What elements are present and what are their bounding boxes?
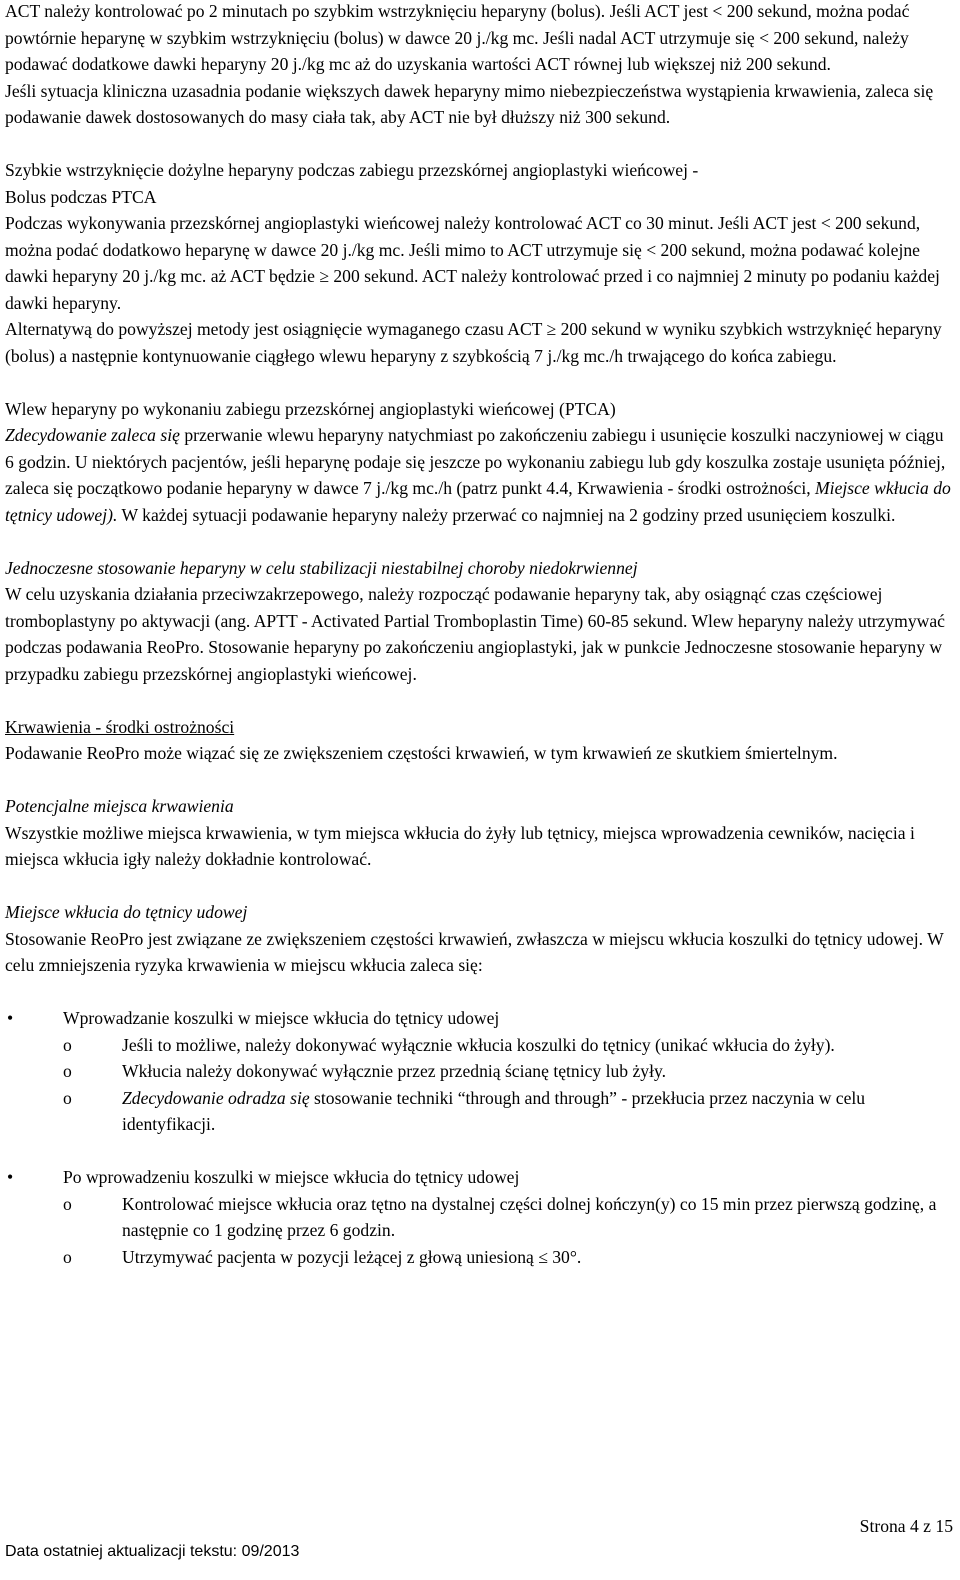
sub-list-item: o Zdecydowanie odradza się stosowanie techniki “through and through” - przekłucia przez naczynia w celu identyfikacji.: [5, 1085, 955, 1138]
sub-list-item: o Wkłucia należy dokonywać wyłącznie przez przednią ścianę tętnicy lub żyły.: [5, 1058, 955, 1085]
paragraph-wlew: Zdecydowanie zaleca się przerwanie wlewu heparyny natychmiast po zakończeniu zabiegu i usunięcie koszulki naczyniowej w ciągu 6 godzin. U niektórych pacjentów, jeśli heparynę podaje się jeszcze po wykonaniu zabiegu lub gdy koszulka zostaje usunięta później, zaleca się początkowo podanie heparyny w dawce 7 j./kg mc./h (patrz punkt 4.4, Krwawienia - środki ostrożności, Miejsce wkłucia do tętnicy udowej). W każdej sytuacji podawanie heparyny należy przerwać co najmniej na 2 godziny przed usunięciem koszulki.: [5, 425, 951, 525]
list-item-title: Po wprowadzeniu koszulki w miejsce wkłucia do tętnicy udowej: [63, 1167, 520, 1187]
paragraph-alternative: Alternatywą do powyższej metody jest osiągnięcie wymaganego czasu ACT ≥ 200 sekund w wyniku szybkich wstrzyknięć heparyny (bolus) a następnie kontynuowanie ciągłego wlewu heparyny z szybkością 7 j./kg mc./h trwającego do końca zabiegu.: [5, 319, 942, 366]
circle-marker-icon: o: [63, 1193, 72, 1214]
circle-marker-icon: o: [63, 1061, 72, 1081]
list-item: [5, 1005, 955, 1032]
circle-marker-icon: o: [63, 1246, 72, 1267]
sub-list-item: o Kontrolować miejsce wkłucia oraz tętno na dystalnej części dolnej kończyn(y) co 15 min przez pierwszą godzinę, a następnie co 1 godzinę przez 6 godzin.: [5, 1191, 955, 1244]
paragraph-miejsce: Stosowanie ReoPro jest związane ze zwiększeniem częstości krwawień, zwłaszcza w miejscu wkłucia koszulki do tętnicy udowej. W celu zmniejszenia ryzyka krwawienia w miejscu wkłucia zaleca się:: [5, 928, 944, 975]
list-item-title: Wprowadzanie koszulki w miejsce wkłucia do tętnicy udowej: [63, 1008, 500, 1028]
circle-marker-icon: o: [63, 1034, 72, 1055]
bullet-icon: •: [7, 1167, 14, 1187]
paragraph-krwawienia: Podawanie ReoPro może wiązać się ze zwiększeniem częstości krwawień, w tym krwawień ze skutkiem śmiertelnym.: [5, 743, 838, 763]
paragraph-weight-adjusted: Jeśli sytuacja kliniczna uzasadnia podanie większych dawek heparyny mimo niebezpieczeństwa wystąpienia krwawienia, zaleca się podawanie dawek dostosowanych do masy ciała tak, aby ACT nie był dłuższy niż 300 sekund.: [5, 80, 934, 127]
page-number: Strona 4 z 15: [859, 1516, 953, 1536]
section-heading-miejsce: Miejsce wkłucia do tętnicy udowej: [5, 902, 248, 922]
paragraph-act-control: ACT należy kontrolować po 2 minutach po szybkim wstrzyknięciu heparyny (bolus). Jeśli ACT jest < 200 sekund, można podać powtórnie heparynę w szybkim wstrzyknięciu (bolus) w dawce 20 j./kg mc. Jeśli nadal ACT utrzymuje się < 200 sekund, należy podawać dodatkowe dawki heparyny 20 j./kg mc aż do uzyskania wartości ACT równej lub większej niż 200 sekund.: [5, 1, 910, 74]
bullet-icon: •: [7, 1008, 14, 1028]
sub-list-item: o Utrzymywać pacjenta w pozycji leżącej z głową uniesioną ≤ 30°.: [5, 1244, 955, 1271]
section-heading-bolus-ptca: Bolus podczas PTCA: [5, 186, 157, 207]
last-update-date: Data ostatniej aktualizacji tekstu: 09/2013: [5, 1543, 300, 1560]
section-heading-jednoczesne: Jednoczesne stosowanie heparyny w celu stabilizacji niestabilnej choroby niedokrwiennej: [5, 557, 638, 578]
section-heading-potencjalne: Potencjalne miejsca krwawienia: [5, 796, 234, 816]
section-heading-krwawienia: Krwawienia - środki ostrożności: [5, 716, 235, 737]
paragraph-potencjalne: Wszystkie możliwe miejsca krwawienia, w tym miejsca wkłucia do żyły lub tętnicy, miejsca wprowadzenia cewników, nacięcia i miejsca wkłucia igły należy dokładnie kontrolować.: [5, 822, 915, 869]
list-item: [5, 1164, 955, 1191]
document-page: [5, 0, 955, 1270]
paragraph-jednoczesne: W celu uzyskania działania przeciwzakrzepowego, należy rozpocząć podawanie heparyny tak, aby osiągnąć czas częściowej tromboplastyny po aktywacji (ang. APTT - Activated Partial Tromboplastin Time) 60-85 sekund. Wlew heparyny należy utrzymywać podczas podawania ReoPro. Stosowanie heparyny po zakończeniu angioplastyki, jak w punkcie Jednoczesne stosowanie heparyny w przypadku zabiegu przezskórnej angioplastyki wieńcowej.: [5, 584, 945, 684]
section-heading-bolus: Szybkie wstrzyknięcie dożylne heparyny podczas zabiegu przezskórnej angioplastyki wieńcowej -: [5, 160, 699, 180]
circle-marker-icon: o: [63, 1087, 72, 1108]
sub-list-item: o Jeśli to możliwe, należy dokonywać wyłącznie wkłucia koszulki do tętnicy (unikać wkłucia do żyły).: [5, 1032, 955, 1059]
section-heading-wlew: Wlew heparyny po wykonaniu zabiegu przezskórnej angioplastyki wieńcowej (PTCA): [5, 398, 616, 419]
paragraph-bolus-ptca: Podczas wykonywania przezskórnej angioplastyki wieńcowej należy kontrolować ACT co 30 minut. Jeśli ACT jest < 200 sekund, można podać dodatkowo heparynę w dawce 20 j./kg mc. Jeśli mimo to ACT utrzymuje się < 200 sekund, można podawać kolejne dawki heparyny 20 j./kg mc. aż ACT będzie ≥ 200 sekund. ACT należy kontrolować przed i co najmniej 2 minuty po podaniu każdej dawki heparyny.: [5, 213, 940, 313]
